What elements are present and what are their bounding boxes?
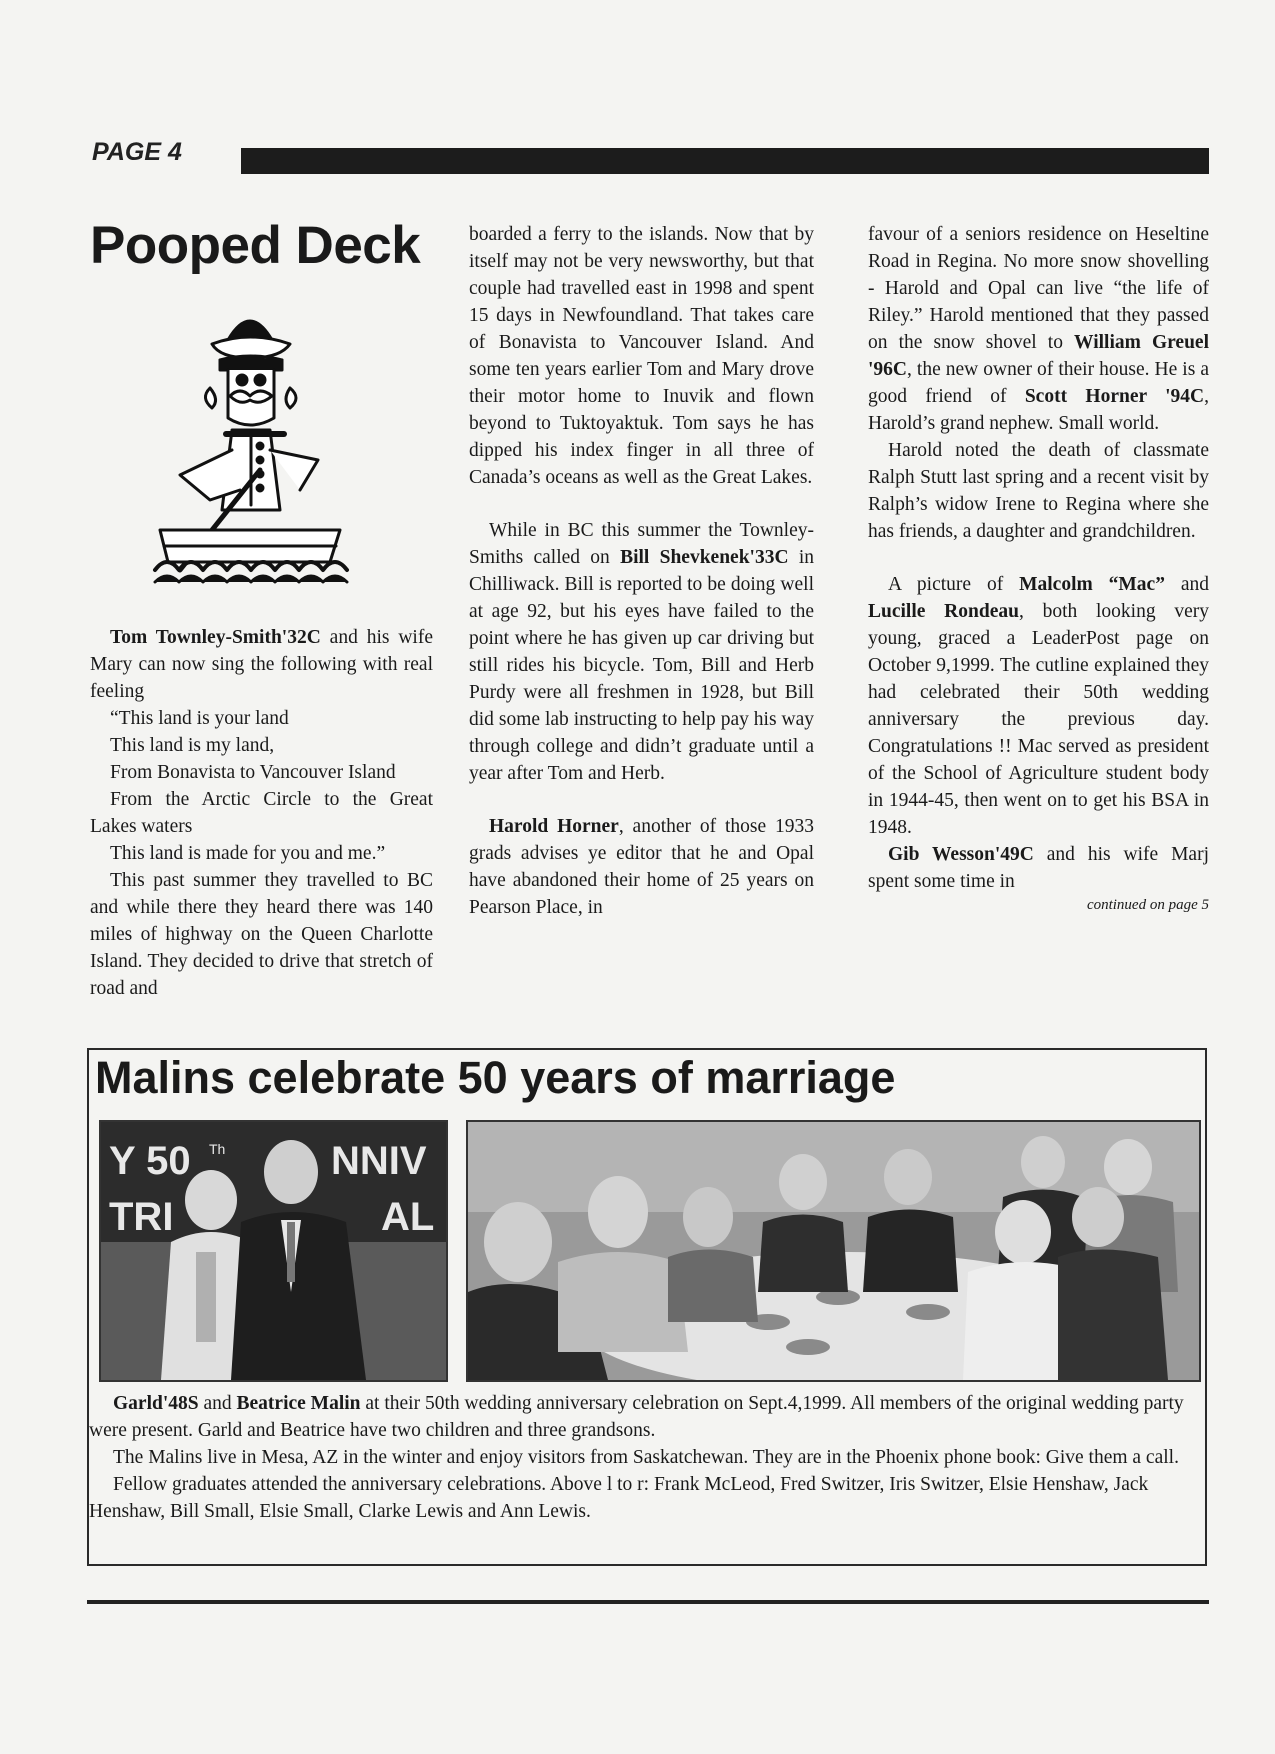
continued-note: continued on page 5 [1086, 897, 1209, 913]
name-lucille-rondeau: Lucille Rondeau [868, 601, 1019, 622]
name-gib-wesson: Gib Wesson'49C [888, 844, 1034, 865]
col3-p1-end: , Harold’s grand nephew. Small world. [868, 386, 1209, 434]
couple-photo [99, 1120, 448, 1382]
banner-text-line2-left: TRI [109, 1195, 174, 1239]
feature-box [87, 1048, 1207, 1566]
song-line-1: “This land is your land [110, 708, 289, 729]
col3-p1-mid: , the new owner of their house. He is a good friend of [868, 359, 1209, 407]
banner-text-left: Y 50 [109, 1139, 191, 1183]
name-tom-townley-smith: Tom Townley-Smith'32C [110, 627, 321, 648]
group-photo [466, 1120, 1201, 1382]
feature-title: Malins celebrate 50 years of marriage [95, 1052, 896, 1103]
col2-p2-lead: While in BC this summer the Townley-Smiths called on [469, 520, 814, 568]
col2-p3-text: , another of those 1933 grads advises ye editor that he and Opal have abandoned their home of 25 years on Pearson Place, in [469, 816, 814, 918]
couple-photo-drawing [101, 1122, 446, 1380]
col3-p3-lead: A picture of [888, 574, 1020, 595]
name-bill-shevkenek: Bill Shevkenek'33C [620, 547, 789, 568]
banner-text-sup: Th [209, 1141, 226, 1157]
col2-p2-text: in Chilliwack. Bill is reported to be doing well at age 92, but his eyes have failed to the point where he has given up car driving but still rides his bicycle. Tom, Bill and Herb Purdy were all freshmen in 1928, but Bill did some lab instructing to help pay his way through college and didn’t graduate until a year after Tom and Herb. [469, 547, 814, 784]
col3-p1-lead: favour of a seniors residence on Heseltine Road in Regina. No more snow shovelling - Harold and Opal can live “the life of Riley.” Harold mentioned that they passed on the snow shovel to [868, 224, 1209, 353]
col3-p3-text: , both looking very young, graced a LeaderPost page on October 9,1999. The cutline explained they had celebrated their 50th wedding anniversary the previous day. Congratulations !! Mac served as president of the School of Agriculture student body in 1944-45, then went on to get his BSA in 1948. [868, 601, 1210, 838]
page-number-label: PAGE 4 [92, 138, 182, 166]
name-harold-horner: Harold Horner [489, 816, 619, 837]
footer-rule [87, 1600, 1209, 1604]
col2-paragraph-1: boarded a ferry to the islands. Now that by itself may not be very newsworthy, but that couple had travelled east in 1998 and spent 15 days in Newfoundland. That takes care of Bonavista to Vancouver Island. And some ten years earlier Tom and Mary drove their motor home to Inuvik and flown beyond to Tuktoyaktuk. Tom says he has dipped his index finger in all three of Canada’s oceans as well as the Great Lakes. [469, 224, 814, 488]
col1-intro-text: and his wife Mary can now sing the following with real feeling [90, 627, 433, 702]
caption-and: and [198, 1393, 237, 1414]
song-line-5: This land is made for you and me.” [110, 843, 386, 864]
article-column-1 [90, 624, 433, 1002]
caption-paragraph-2: The Malins live in Mesa, AZ in the winter and enjoy visitors from Saskatchewan. They are in the Phoenix phone book: Give them a call. [113, 1447, 1179, 1468]
song-line-3: From Bonavista to Vancouver Island [110, 762, 396, 783]
name-malcolm-mac: Malcolm “Mac” [1019, 574, 1165, 595]
name-beatrice-malin: Beatrice Malin [236, 1393, 361, 1414]
col3-p3-and: and [1164, 574, 1210, 595]
name-scott-horner: Scott Horner '94C [1024, 386, 1205, 407]
name-william-greuel: William Greuel '96C [868, 332, 1209, 380]
feature-caption [89, 1390, 1205, 1525]
name-garld: Garld'48S [113, 1393, 199, 1414]
group-photo-drawing [468, 1122, 1199, 1380]
caption-paragraph-3: Fellow graduates attended the anniversary celebrations. Above l to r: Frank McLeod, Fred Switzer, Iris Switzer, Elsie Henshaw, Jack Henshaw, Bill Small, Elsie Small, Clarke Lewis and Ann Lewis. [89, 1474, 1149, 1522]
col3-p4-text: and his wife Marj spent some time in [868, 844, 1209, 892]
sailor-cartoon-illustration [150, 300, 350, 600]
banner-text-right: NNIV [331, 1139, 427, 1183]
article-column-3 [868, 221, 1209, 915]
caption-p1-text: at their 50th wedding anniversary celebration on Sept.4,1999. All members of the original wedding party were present. Garld and Beatrice have two children and three grandsons. [89, 1393, 1184, 1441]
banner-text-line2-right: AL [381, 1195, 435, 1239]
song-line-2: This land is my land, [110, 735, 275, 756]
article-title: Pooped Deck [90, 216, 421, 275]
header-rule [241, 148, 1209, 174]
song-line-4: From the Arctic Circle to the Great Lakes waters [90, 789, 433, 837]
article-column-2 [469, 221, 814, 921]
col3-paragraph-2: Harold noted the death of classmate Ralph Stutt last spring and a recent visit by Ralph’s widow Irene to Regina where she has friends, a daughter and grandchildren. [868, 440, 1209, 542]
col1-paragraph-2: This past summer they travelled to BC and while there they heard there was 140 miles of highway on the Queen Charlotte Island. They decided to drive that stretch of road and [90, 870, 433, 999]
